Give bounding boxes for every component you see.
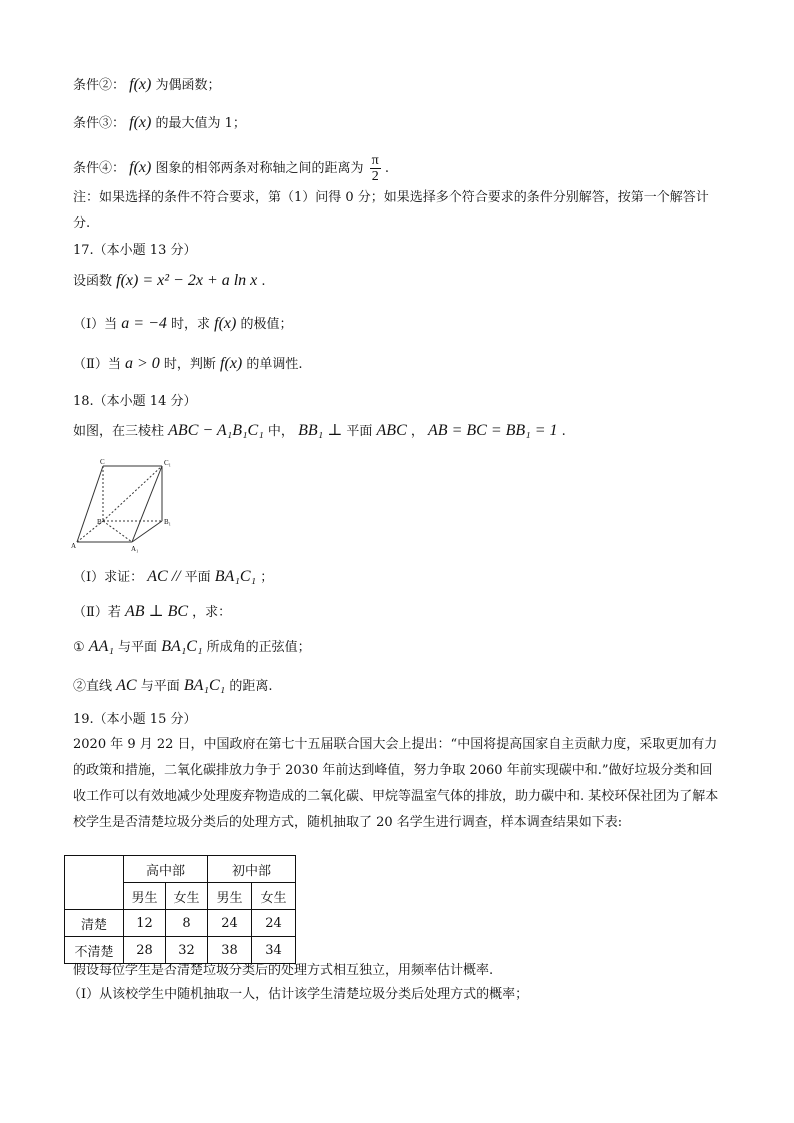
edge-c-a	[77, 466, 103, 542]
text: 的极值；	[240, 317, 293, 332]
q18-sub1	[73, 638, 311, 657]
fraction-denominator: 2	[371, 169, 379, 184]
table-row-label: 不清楚	[65, 937, 124, 964]
table-cell: 24	[252, 910, 296, 937]
prism-diagram	[70, 458, 190, 554]
math-expression: BA₁C₁	[161, 638, 203, 655]
q17-title: 17.（本小题 13 分）	[73, 243, 197, 258]
text: 与平面	[118, 640, 162, 655]
table-cell: 38	[208, 937, 252, 964]
math-expression: AA₁	[88, 638, 114, 655]
table-sub-header: 男生	[124, 883, 166, 910]
period: .	[384, 161, 390, 176]
text: 时，求	[171, 317, 215, 332]
math-expression: BA₁C₁	[214, 568, 257, 585]
fraction	[370, 153, 381, 184]
text: ，求：	[192, 605, 232, 620]
q19-assumption: 假设每位学生是否清楚垃圾分类后的处理方式相互独立，用频率估计概率.	[73, 963, 494, 978]
math-expression: ABC − A₁B₁C₁	[168, 422, 264, 439]
q19-title: 19.（本小题 15 分）	[73, 712, 197, 727]
text: 时，判断	[163, 357, 221, 372]
math-expression: BA₁C₁	[183, 677, 226, 694]
label-a1: A₁	[131, 545, 139, 553]
table-sub-header: 男生	[208, 883, 252, 910]
math-expression: a = −4	[121, 315, 167, 332]
edge-c1-a1	[132, 466, 162, 542]
math-expression: ABC	[376, 422, 407, 439]
table-cell: 8	[166, 910, 208, 937]
text: （Ⅱ）若	[73, 605, 125, 620]
table-cell: 32	[166, 937, 208, 964]
table-group-header: 高中部	[124, 856, 208, 883]
table-row	[65, 910, 296, 937]
label-a: A	[71, 542, 77, 550]
table-sub-header: 女生	[252, 883, 296, 910]
condition-3	[73, 114, 246, 133]
cond-text: 为偶函数；	[155, 78, 221, 93]
q18-sub2	[73, 677, 273, 696]
q18-title: 18.（本小题 14 分）	[73, 394, 197, 409]
fraction-numerator: π	[371, 153, 379, 168]
edge-b-a1	[103, 521, 132, 542]
label-c1: C₁	[164, 459, 172, 467]
q18-part2	[73, 603, 231, 622]
table-row-label: 清楚	[65, 910, 124, 937]
text: 平面	[184, 570, 215, 585]
q17-part2	[73, 355, 303, 374]
text: 设函数	[73, 274, 117, 289]
text: 的单调性.	[246, 357, 303, 372]
condition-4	[73, 152, 389, 185]
math-expression: AB ⊥ BC	[124, 603, 189, 620]
text: ①	[73, 640, 89, 655]
text: 中，	[267, 424, 294, 439]
text: 平面	[346, 424, 377, 439]
math-expression: a > 0	[124, 355, 160, 372]
math-expression: AC //	[147, 568, 185, 585]
condition-2	[73, 76, 221, 95]
text: 所成角的正弦值；	[206, 640, 311, 655]
table-cell: 12	[124, 910, 166, 937]
text: 如图，在三棱柱	[73, 424, 169, 439]
text: ，	[410, 424, 424, 439]
cond-text: 的最大值为 1；	[155, 116, 246, 131]
math-expression: AC	[116, 677, 137, 694]
math-expression: BB₁ ⊥	[298, 422, 343, 439]
survey-table	[64, 855, 296, 964]
text: （Ⅱ）当	[73, 357, 125, 372]
cond-label: 条件④：	[73, 161, 126, 176]
cond-label: 条件③：	[73, 116, 126, 131]
period: .	[261, 274, 266, 289]
table-row	[65, 937, 296, 964]
note: 注：如果选择的条件不符合要求，第（1）问得 0 分；如果选择多个符合要求的条件分别解答，按第一个解答计分.	[73, 190, 709, 231]
text: ；	[260, 570, 274, 585]
math-func: f(x)	[129, 114, 152, 131]
period: .	[561, 424, 566, 439]
q17-stem	[73, 272, 266, 291]
text: ②直线	[73, 679, 117, 694]
table-group-header: 初中部	[208, 856, 296, 883]
text: （Ⅰ）求证：	[73, 570, 144, 585]
q18-part1	[73, 568, 273, 587]
text: 的距离.	[229, 679, 273, 694]
table-cell: 24	[208, 910, 252, 937]
q18-stem	[73, 422, 566, 441]
label-c: C	[100, 458, 105, 466]
math-func: f(x)	[129, 159, 152, 176]
text: （Ⅰ）当	[73, 317, 122, 332]
math-expression: AB = BC = BB₁ = 1	[428, 422, 558, 439]
q19-part1: （Ⅰ）从该校学生中随机抽取一人，估计该学生清楚垃圾分类后处理方式的概率；	[68, 987, 529, 1002]
q17-part1	[73, 315, 293, 334]
label-b: B	[97, 518, 102, 526]
math-func: f(x)	[214, 315, 237, 332]
label-b1: B₁	[164, 518, 172, 526]
table-corner	[65, 856, 124, 910]
table-cell: 28	[124, 937, 166, 964]
edge-b-c1	[103, 466, 162, 521]
cond-label: 条件②：	[73, 78, 126, 93]
math-func: f(x)	[129, 76, 152, 93]
q19-paragraph: 2020 年 9 月 22 日，中国政府在第七十五届联合国大会上提出：“中国将提高国家自主贡献力度，采取更加有力的政策和措施，二氧化碳排放力争于 2030 年前达到峰值，努力争取 2060 年前实现碳中和.”做好垃圾分类和回收工作可以有效地减少处理废弃物造成的二氧化碳、甲烷等温室气体的排放，助力碳中和. 某校环保社团为了解本校学生是否清楚垃圾分类后的处理方式，随机抽取了 20 名学生进行调查，样本调查结果如下表:	[73, 737, 719, 830]
table-cell: 34	[252, 937, 296, 964]
math-func: f(x)	[220, 355, 243, 372]
text: 与平面	[140, 679, 184, 694]
math-expression: f(x) = x² − 2x + a ln x	[116, 272, 258, 289]
cond-text: 图象的相邻两条对称轴之间的距离为	[155, 161, 364, 176]
table-sub-header: 女生	[166, 883, 208, 910]
